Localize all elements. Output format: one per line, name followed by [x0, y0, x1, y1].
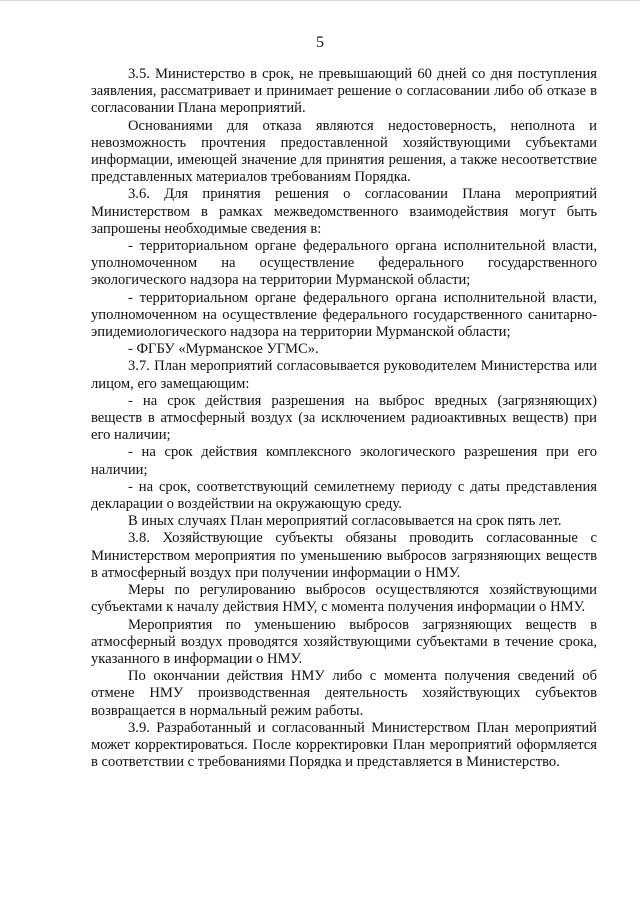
paragraph-other-cases: В иных случаях План мероприятий согласовывается на срок пять лет. [128, 513, 562, 530]
list-item-ecological-supervision: - территориальном органе федерального органа исполнительной власти, уполномоченном на осуществление федерального государственного экологического надзора на территории Мурманской области; [91, 238, 597, 289]
paragraph-regulation-measures: Меры по регулированию выбросов осуществляются хозяйствующими субъектами к началу действия НМУ, с момента получения информации о НМУ. [91, 582, 597, 616]
paragraph-reduction-measures: Мероприятия по уменьшению выбросов загрязняющих веществ в атмосферный воздух проводятся хозяйствующими субъектами в течение срока, указанного в информации о НМУ. [91, 616, 597, 667]
list-item-ugms: - ФГБУ «Мурманское УГМС». [128, 341, 319, 358]
paragraph-nmu-end: По окончании действия НМУ либо с момента получения сведений об отмене НМУ производственная деятельность хозяйствующих субъектов возвращается в нормальный режим работы. [91, 668, 597, 719]
page-top-edge [0, 0, 640, 1]
list-item-sanitary-supervision: - территориальном органе федерального органа исполнительной власти, уполномоченном на осуществление федерального государственного санитарно-эпидемиологического надзора на территории Мурманской области; [91, 289, 597, 341]
paragraph-3-9: 3.9. Разработанный и согласованный Министерством План мероприятий может корректироваться. После корректировки План мероприятий оформляется в соответствии с требованиями Порядка и представляется в Министерство. [91, 719, 597, 771]
list-item-declaration-period: - на срок, соответствующий семилетнему периоду с даты представления декларации о воздействии на окружающую среду. [91, 478, 597, 513]
paragraph-refusal-grounds: Основаниями для отказа являются недостоверность, неполнота и невозможность прочтения предоставленной хозяйствующими субъектами информации, имеющей значение для принятия решения, а также несоответствие представленных материалов требованиям Порядка. [91, 117, 597, 186]
list-item-complex-permit: - на срок действия комплексного экологического разрешения при его наличии; [91, 444, 597, 478]
paragraph-3-5: 3.5. Министерство в срок, не превышающий 60 дней со дня поступления заявления, рассматривает и принимает решение о согласовании либо об отказе в согласовании Плана мероприятий. [91, 66, 597, 117]
paragraph-3-7: 3.7. План мероприятий согласовывается руководителем Министерства или лицом, его замещающим: [91, 358, 597, 392]
document-body [91, 66, 597, 771]
list-item-emission-permit: - на срок действия разрешения на выброс вредных (загрязняющих) веществ в атмосферный воздух (за исключением радиоактивных веществ) при его наличии; [91, 392, 597, 444]
paragraph-3-8: 3.8. Хозяйствующие субъекты обязаны проводить согласованные с Министерством мероприятия по уменьшению выбросов загрязняющих веществ в атмосферный воздух при получении информации о НМУ. [91, 530, 597, 581]
page-number: 5 [316, 34, 324, 51]
paragraph-3-6: 3.6. Для принятия решения о согласовании Плана мероприятий Министерством в рамках межведомственного взаимодействия могут быть запрошены необходимые сведения в: [91, 186, 597, 237]
